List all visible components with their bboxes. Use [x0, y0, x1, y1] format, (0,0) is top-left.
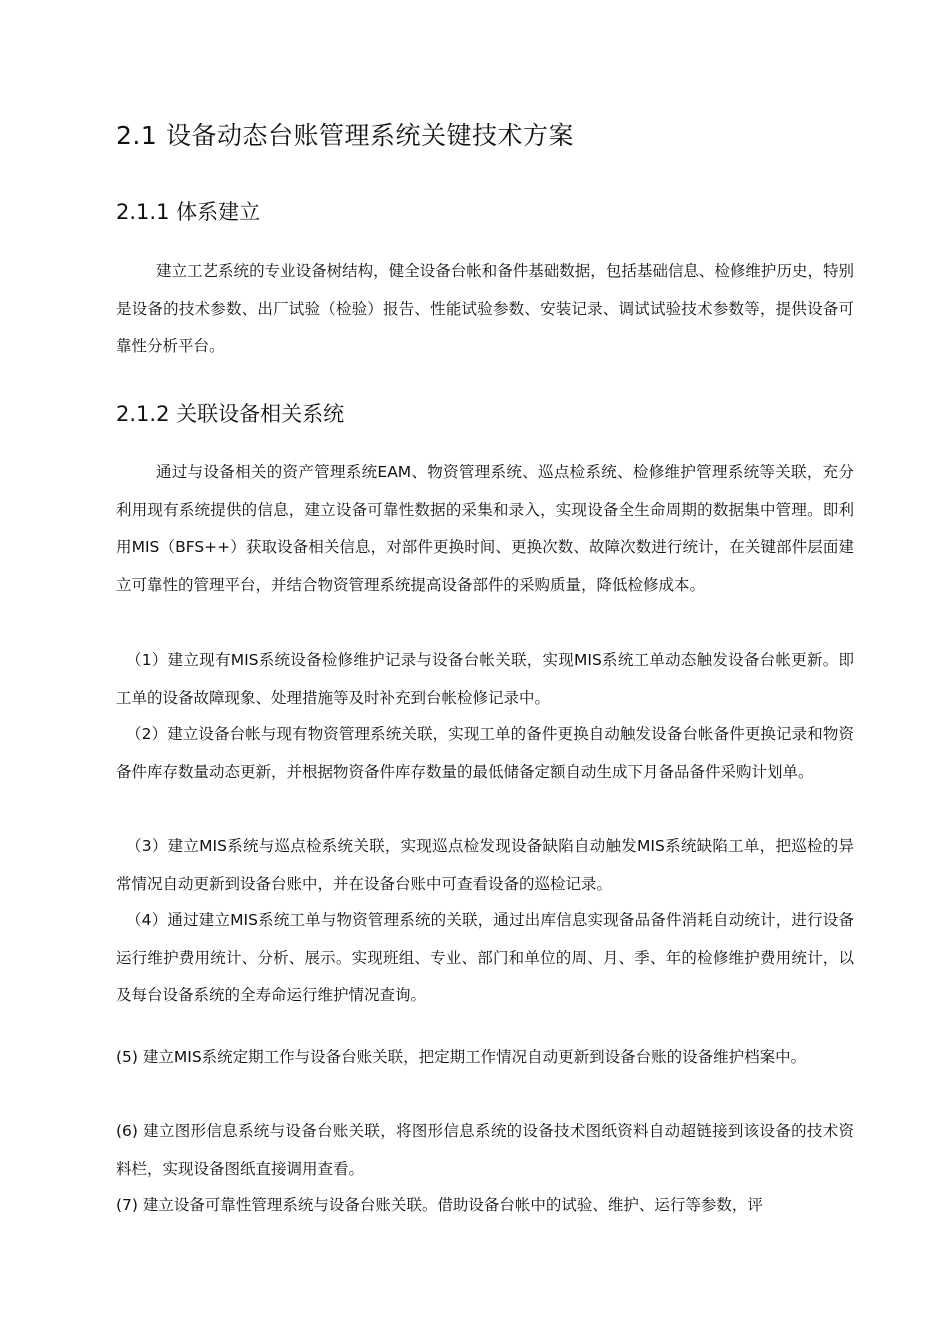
section-number: 2.1: [116, 121, 158, 150]
list-item-2: （2）建立设备台帐与现有物资管理系统关联，实现工单的备件更换自动触发设备台帐备件更换记录和物资备件库存数量动态更新，并根据物资备件库存数量的最低储备定额自动生成下月备品备件采购计划单。: [116, 725, 854, 781]
list-item-7: (7) 建立设备可靠性管理系统与设备台账关联。借助设备台帐中的试验、维护、运行等参数，评: [116, 1196, 763, 1214]
subsection-heading-1: 2.1.1 体系建立: [116, 200, 261, 224]
section-heading: [116, 116, 574, 152]
paragraph-system-build: 建立工艺系统的专业设备树结构，健全设备台帐和备件基础数据，包括基础信息、检修维护历史，特别是设备的技术参数、出厂试验（检验）报告、性能试验参数、安装记录、调试试验技术参数等，提供设备可靠性分析平台。: [116, 262, 854, 355]
list-item-4: （4）通过建立MIS系统工单与物资管理系统的关联，通过出库信息实现备品备件消耗自动统计，进行设备运行维护费用统计、分析、展示。实现班组、专业、部门和单位的周、月、季、年的检修维护费用统计，以及每台设备系统的全寿命运行维护情况查询。: [116, 911, 854, 1004]
list-item-3: （3）建立MIS系统与巡点检系统关联，实现巡点检发现设备缺陷自动触发MIS系统缺陷工单，把巡检的异常情况自动更新到设备台账中，并在设备台账中可查看设备的巡检记录。: [116, 837, 854, 893]
section-title: 设备动态台账管理系统关键技术方案: [166, 121, 575, 150]
paragraph-related-systems: 通过与设备相关的资产管理系统EAM、物资管理系统、巡点检系统、检修维护管理系统等关联，充分利用现有系统提供的信息，建立设备可靠性数据的采集和录入，实现设备全生命周期的数据集中管理。即利用MIS（BFS++）获取设备相关信息，对部件更换时间、更换次数、故障次数进行统计，在关键部件层面建立可靠性的管理平台，并结合物资管理系统提高设备部件的采购质量，降低检修成本。: [116, 463, 854, 594]
subsection-heading-2: 2.1.2 关联设备相关系统: [116, 402, 345, 426]
list-item-5: (5) 建立MIS系统定期工作与设备台账关联，把定期工作情况自动更新到设备台账的设备维护档案中。: [116, 1048, 807, 1066]
list-item-6: (6) 建立图形信息系统与设备台账关联，将图形信息系统的设备技术图纸资料自动超链接到该设备的技术资料栏，实现设备图纸直接调用查看。: [116, 1122, 854, 1178]
list-item-1: （1）建立现有MIS系统设备检修维护记录与设备台帐关联，实现MIS系统工单动态触发设备台帐更新。即工单的设备故障现象、处理措施等及时补充到台帐检修记录中。: [116, 651, 854, 707]
